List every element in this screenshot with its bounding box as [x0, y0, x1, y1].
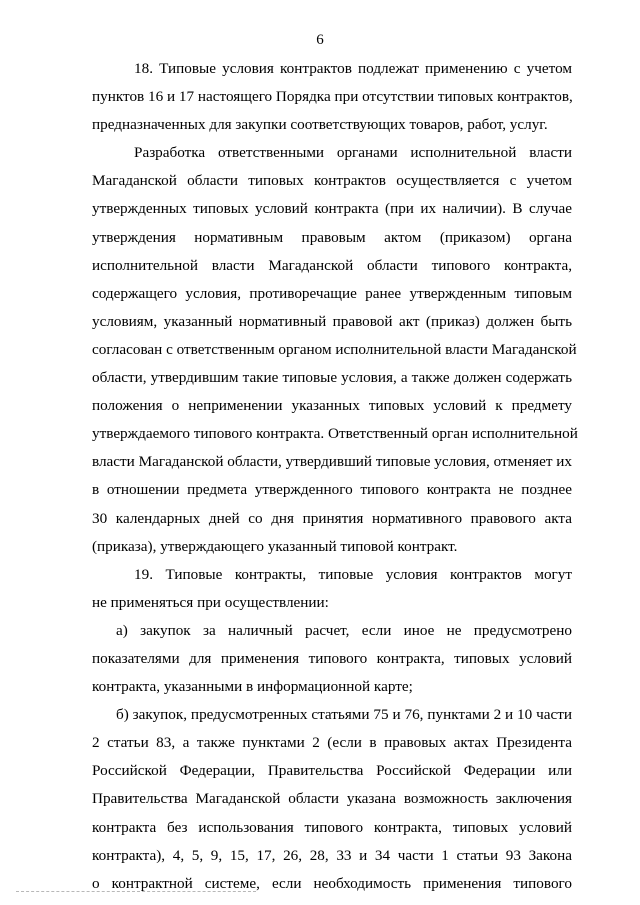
text-line: 2 статьи 83, а также пунктами 2 (если в правовых актах Президента	[92, 734, 572, 752]
text-line: условиям, указанный нормативный правовой акт (приказ) должен быть	[92, 312, 572, 330]
text-line: исполнительной власти Магаданской области типового контракта,	[92, 256, 572, 274]
text-line: согласован с ответственным органом исполнительной власти Магаданской	[92, 340, 577, 358]
text-line: Магаданской области типовых контрактов осуществляется с учетом	[92, 172, 572, 190]
text-line: в отношении предмета утвержденного типового контракта не позднее	[92, 481, 572, 499]
text-line: (приказа), утверждающего указанный типовой контракт.	[92, 537, 458, 555]
text-line: о контрактной системе, если необходимость применения типового	[92, 874, 572, 892]
text-line: контракта без использования типового контракта, типовых условий	[92, 818, 572, 836]
text-line: контракта, указанными в информационной карте;	[92, 678, 413, 696]
text-line: 18. Типовые условия контрактов подлежат применению с учетом	[134, 60, 572, 77]
document-body	[92, 55, 578, 898]
text-line: Разработка ответственными органами исполнительной власти	[134, 144, 572, 162]
text-line: 19. Типовые контракты, типовые условия контрактов могут	[134, 565, 572, 583]
text-line: Российской Федерации, Правительства Российской Федерации или	[92, 762, 572, 780]
text-line: утверждаемого типового контракта. Ответственный орган исполнительной	[92, 425, 578, 443]
text-line: не применяться при осуществлении:	[92, 593, 329, 611]
text-line: показателями для применения типового контракта, типовых условий	[92, 649, 572, 667]
text-line: содержащего условия, противоречащие ранее утвержденным типовым	[92, 284, 572, 302]
text-line: положения о неприменении указанных типовых условий к предмету	[92, 397, 572, 415]
text-line: пунктов 16 и 17 настоящего Порядка при отсутствии типовых контрактов,	[92, 88, 573, 106]
text-line: утверждения нормативным правовым актом (приказом) органа	[92, 228, 572, 246]
text-line: контракта), 4, 5, 9, 15, 17, 26, 28, 33 и 34 части 1 статьи 93 Закона	[92, 846, 572, 864]
text-line: области, утвердившим такие типовые условия, а также должен содержать	[92, 369, 572, 387]
text-line: 30 календарных дней со дня принятия нормативного правового акта	[92, 509, 572, 527]
page-number: 6	[316, 32, 324, 48]
text-line: б) закупок, предусмотренных статьями 75 и 76, пунктами 2 и 10 части	[116, 706, 572, 724]
text-line: Правительства Магаданской области указана возможность заключения	[92, 790, 572, 808]
text-line: а) закупок за наличный расчет, если иное не предусмотрено	[116, 621, 572, 639]
text-line: власти Магаданской области, утвердивший типовые условия, отменяет их	[92, 453, 573, 471]
text-line: утвержденных типовых условий контракта (при их наличии). В случае	[92, 200, 572, 218]
scan-edge-divider	[16, 891, 256, 892]
text-line: предназначенных для закупки соответствующих товаров, работ, услуг.	[92, 116, 548, 134]
